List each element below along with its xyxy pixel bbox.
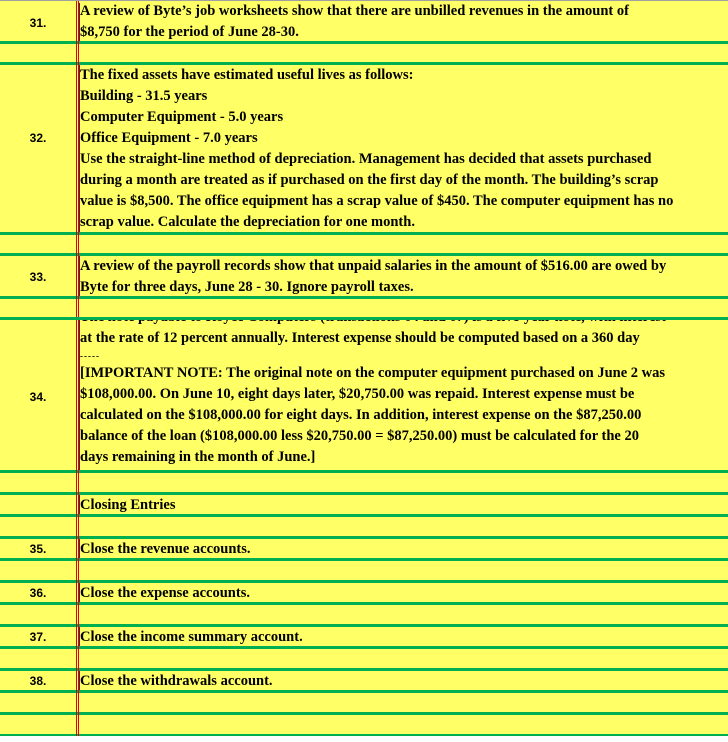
item-text: [80, 256, 726, 298]
text-line: days remaining in the month of June.]: [80, 449, 316, 465]
margin-line-left: [76, 1, 77, 736]
rule-line: [0, 317, 728, 320]
rule-line: [0, 712, 728, 715]
item-text: [80, 307, 726, 468]
item-number: 34.: [29, 390, 47, 404]
item-text: Close the income summary account.: [80, 629, 303, 645]
item-number: 35.: [29, 542, 47, 556]
rule-line: [0, 734, 728, 736]
text-line: Use the straight-line method of depreciation. Management has decided that assets purchased: [80, 151, 652, 167]
text-line: A review of the payroll records show that unpaid salaries in the amount of $516.00 are owed by: [80, 258, 667, 274]
text-line: during a month are treated as if purchased on the first day of the month. The building’s scrap: [80, 172, 659, 188]
item-number: 33.: [29, 270, 47, 284]
text-line: calculated on the $108,000.00 for eight days. In addition, interest expense on the $87,250.00: [80, 407, 642, 423]
item-number: 38.: [29, 674, 47, 688]
item-text: [80, 65, 726, 233]
text-line: Byte for three days, June 28 - 30. Ignore payroll taxes.: [80, 279, 414, 295]
text-line: Computer Equipment - 5.0 years: [80, 109, 284, 125]
text-line: at the rate of 12 percent annually. Interest expense should be computed based on a 360 day: [80, 330, 640, 346]
item-number: 31.: [29, 16, 47, 30]
text-line: [IMPORTANT NOTE: The original note on the computer equipment purchased on June 2 was: [80, 365, 666, 381]
text-line: A review of Byte’s job worksheets show that there are unbilled revenues in the amount of: [80, 3, 629, 19]
rule-line: [0, 470, 728, 473]
item-text: Close the revenue accounts.: [80, 541, 251, 557]
text-line: Office Equipment - 7.0 years: [80, 130, 258, 146]
text-line: scrap value. Calculate the depreciation for one month.: [80, 214, 415, 230]
item-text: [80, 1, 726, 43]
text-line: $108,000.00. On June 10, eight days later, $20,750.00 was repaid. Interest expense must be: [80, 386, 635, 402]
text-line: balance of the loan ($108,000.00 less $20,750.00 = $87,250.00) must be calculated for the 20: [80, 428, 639, 444]
item-text: Close the expense accounts.: [80, 585, 250, 601]
text-line: $8,750 for the period of June 28-30.: [80, 24, 299, 40]
section-heading: Closing Entries: [80, 497, 176, 513]
text-line: The fixed assets have estimated useful lives as follows:: [80, 67, 414, 83]
item-number: 37.: [29, 630, 47, 644]
item-text: Close the withdrawals account.: [80, 673, 273, 689]
text-line: Building - 31.5 years: [80, 88, 208, 104]
text-line: value is $8,500. The office equipment has a scrap value of $450. The computer equipment has no: [80, 193, 674, 209]
text-line: -----: [80, 351, 100, 361]
clip-mask: [80, 299, 728, 317]
item-number: 32.: [29, 131, 47, 145]
item-number: 36.: [29, 586, 47, 600]
